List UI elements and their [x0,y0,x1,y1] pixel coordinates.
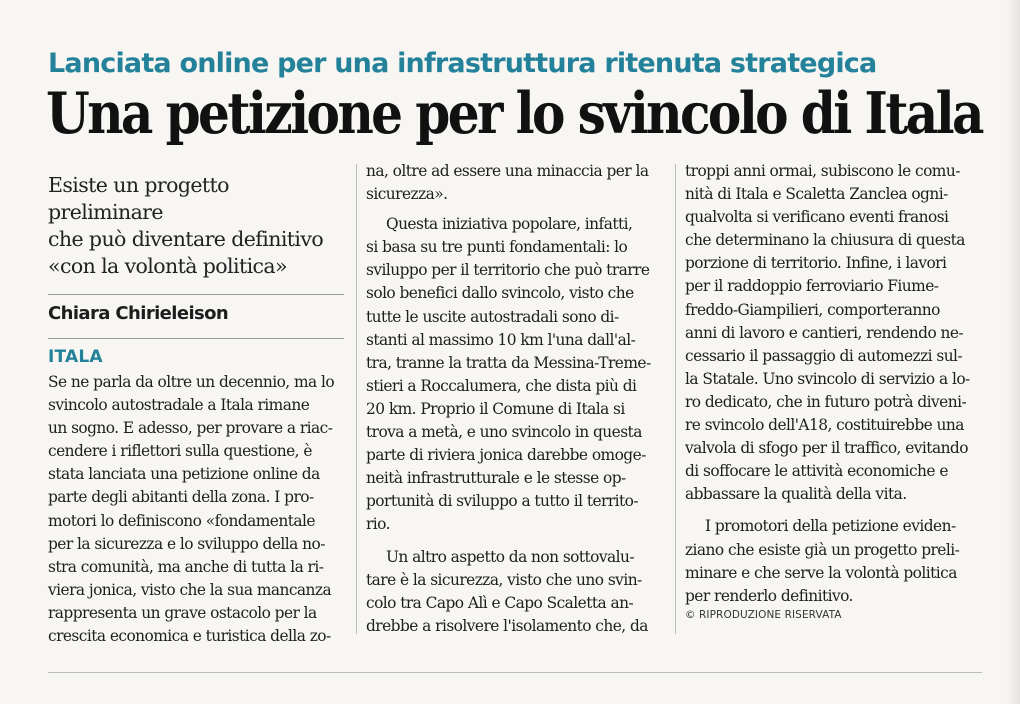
dateline-location: ITALA [48,347,103,367]
bottom-divider [48,672,982,673]
copyright-notice: © RIPRODUZIONE RISERVATA [685,608,842,621]
divider [48,294,344,295]
headline: Una petizione per lo svincolo di Itala [46,80,982,147]
overline-kicker: Lanciata online per una infrastruttura ritenuta strategica [48,48,877,79]
body-paragraph: Se ne parla da oltre un decennio, ma lo svincolo autostradale a Itala rimane un sogno. E adesso, per provare a riac- cendere i riflettori sulla questione, è stata lanciata una petizione online da parte degli abitanti della zona. I pro- motori lo definiscono «fondamentale per la sicurezza e lo sviluppo della no- stra comunità, ma anche di tutta la ri- viera jonica, visto che la sua mancanza rappresenta un grave ostacolo per la crescita economica e turistica della zo- [48,373,335,646]
body-paragraph: Questa iniziativa popolare, infatti, si basa su tre punti fondamentali: lo sviluppo per il territorio che può trarre solo benefici dallo svincolo, visto che tutte le uscite autostradali sono di- stanti al massimo 10 km l'una dall'al- tra, tranne la tratta da Messina-Treme- stieri a Roccalumera, che dista più di 20 km. Proprio il Comune di Itala si trova a metà, e uno svincolo in questa parte di riviera jonica darebbe omoge- neità infrastrutturale e le stesse op- portunità di sviluppo a tutto il territo- rio. [366,215,651,534]
column-divider [356,164,357,634]
column-1 [48,160,344,648]
page-edge-shadow [1006,0,1020,704]
column-2 [366,160,664,638]
divider [48,338,344,339]
column-divider [675,164,676,634]
body-paragraph: na, oltre ad essere una minaccia per la sicurezza». [366,162,649,204]
column-3 [685,160,981,621]
body-paragraph: Un altro aspetto da non sottovalu- tare è la sicurezza, visto che uno svin- colo tra Capo Alì e Capo Scaletta an- drebbe a risolvere l'isolamento che, da [366,547,648,635]
body-paragraph: I promotori della petizione eviden- ziano che esiste già un progetto preli- minare e che serve la volontà politica per renderlo definitivo. [685,517,960,605]
author-byline: Chiara Chirieleison [48,303,229,324]
summary-deck: Esiste un progetto preliminare che può diventare definitivo «con la volontà politica» [48,173,324,278]
body-paragraph: troppi anni ormai, subiscono le comu- nità di Itala e Scaletta Zanclea ogni- qualvolta si verificano eventi franosi che determinano la chiusura di questa porzione di territorio. Infine, i lavori per il raddoppio ferroviario Fiume- freddo-Giampilieri, comporteranno anni di lavoro e cantieri, rendendo ne- cessario il passaggio di automezzi sul- la Statale. Uno svincolo di servizio a lo- ro dedicato, che in futuro potrà diveni- re svincolo dell'A18, costituirebbe una valvola di sfogo per il traffico, evitando di soffocare le attività economiche e abbassare la qualità della vita. [685,162,970,504]
